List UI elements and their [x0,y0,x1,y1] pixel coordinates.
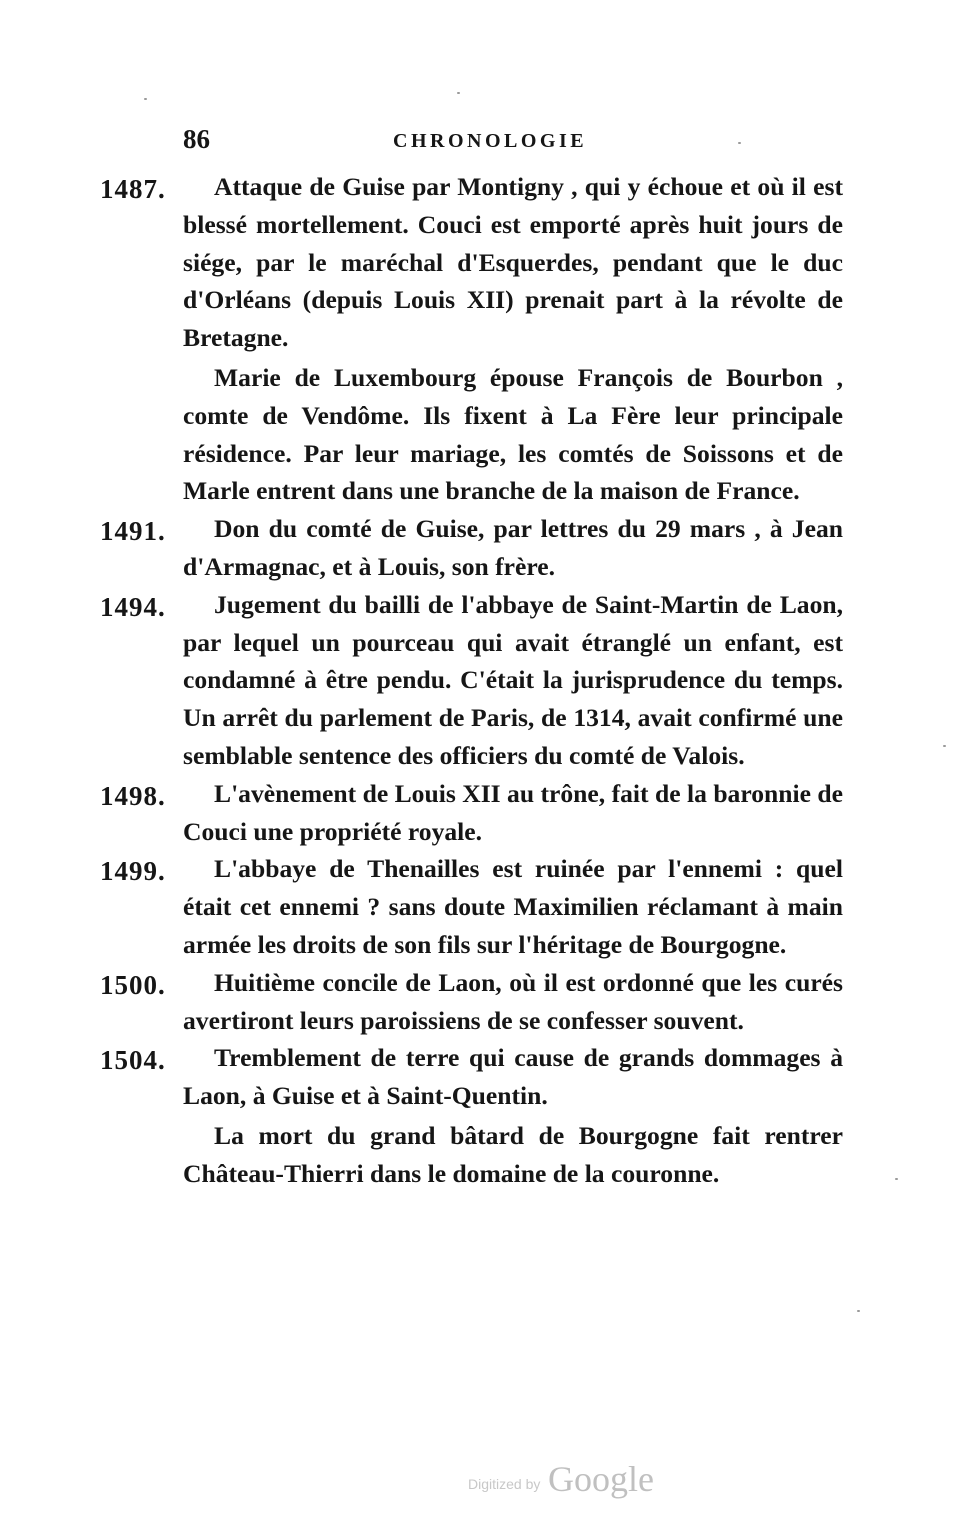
entry-year: 1498. [100,780,166,811]
google-logo: Google [548,1459,654,1499]
entry-paragraph: Don du comté de Guise, par lettres du 29 mars , à Jean d'Armagnac, et à Louis, son frère. [183,514,843,581]
entry-year: 1504. [100,1045,166,1076]
entry-paragraph: Tremblement de terre qui cause de grands dommages à Laon, à Guise et à Saint-Quentin. [183,1043,843,1111]
entry-1499 [0,850,974,963]
entry-1494 [0,586,974,775]
entry-1504 [0,1039,974,1192]
entry-1500 [0,964,974,1040]
page-number: 86 [183,124,210,154]
entry-1487 [0,168,974,510]
entry-paragraph: L'avènement de Louis XII au trône, fait de la baronnie de Couci une propriété royale. [183,778,843,846]
scan-speck [895,1178,898,1180]
entry-paragraph: La mort du grand bâtard de Bourgogne fait rentrer Château-Thierri dans le domaine de la couronne. [183,1120,843,1188]
scan-speck [144,98,147,100]
scan-speck [857,1310,860,1312]
entry-1491 [0,510,974,586]
entry-year: 1491. [100,516,166,547]
digitized-by-text: Digitized by [468,1476,541,1492]
entry-paragraph: Huitième concile de Laon, où il est ordonné que les curés avertiront leurs paroissiens de se confesser souvent. [183,967,843,1035]
entry-paragraph: Jugement du bailli de l'abbaye de Saint-Martin de Laon, par lequel un pourceau qui avait étranglé un enfant, est condamné à être pendu. C'était la jurisprudence du temps. Un arrêt du parlement de Paris, de 1314, avait confirmé une semblable sentence des officiers du comté de Valois. [183,589,843,770]
entry-1498 [0,775,974,851]
chronology-entries [0,168,974,1193]
running-title: CHRONOLOGIE [393,130,588,152]
entry-paragraph: Marie de Luxembourg épouse François de Bourbon , comte de Vendôme. Ils fixent à La Fère leur principale résidence. Par leur mariage, les comtés de Soissons et de Marle entrent dans une branche de la maison de France. [183,362,843,506]
entry-paragraph: L'abbaye de Thenailles est ruinée par l'ennemi : quel était cet ennemi ? sans doute Maximilien réclamant à main armée les droits de son fils sur l'héritage de Bourgogne. [183,854,843,959]
digitized-watermark [468,1458,688,1498]
entry-year: 1500. [100,969,166,1000]
scan-speck [738,142,741,144]
entry-year: 1487. [100,174,166,204]
entry-year: 1494. [100,591,166,622]
entry-paragraph: Attaque de Guise par Montigny , qui y échoue et où il est blessé mortellement. Couci est emporté après huit jours de siége, par le maréchal d'Esquerdes, pendant que le duc d'Orléans (depuis Louis XII) prenait part à la révolte de Bretagne. [183,172,843,353]
scan-speck [457,92,460,94]
entry-year: 1499. [100,856,166,887]
page-header [183,124,843,160]
scan-speck [943,745,946,747]
